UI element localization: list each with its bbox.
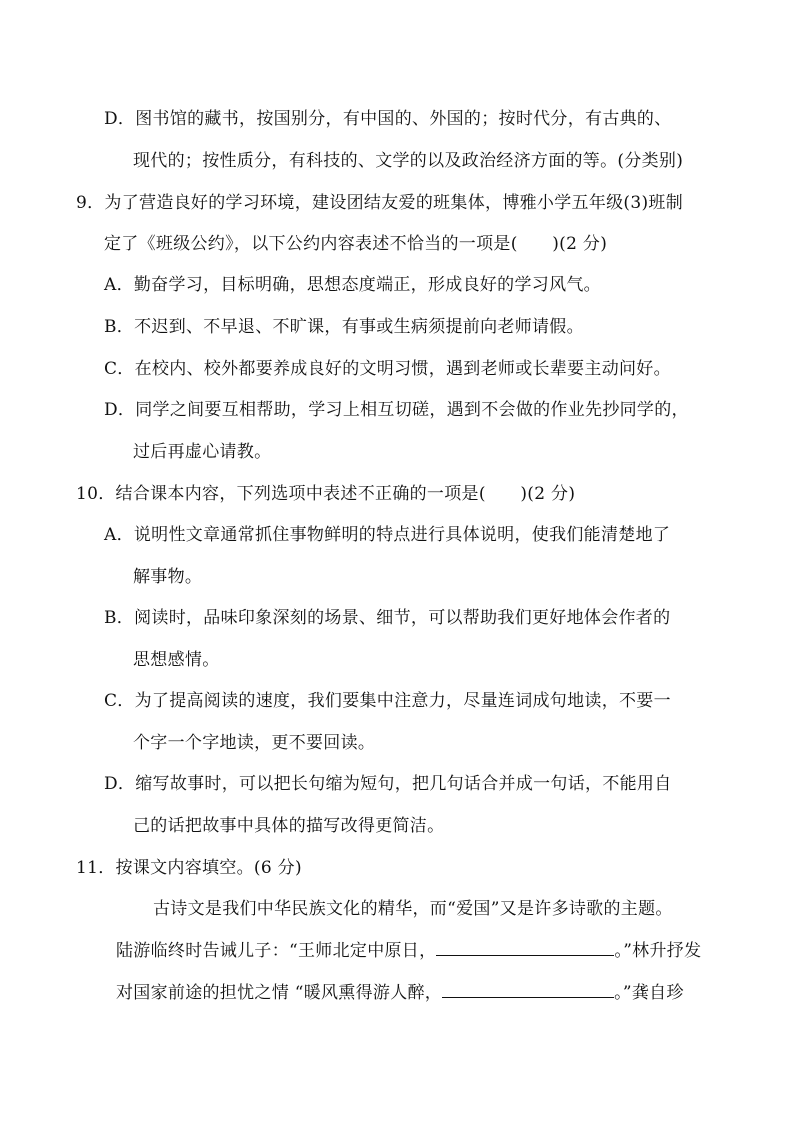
q10-option-c-line1: C．为了提高阅读的速度，我们要集中注意力，尽量连词成句地读，不要一 [104, 691, 671, 711]
fill-blank-2[interactable] [442, 981, 614, 998]
q11-line2-before-blank: 陆游临终时告诫儿子：“王师北定中原日， [116, 941, 437, 961]
q10-option-a-line1: A．说明性文章通常抓住事物鲜明的特点进行具体说明，使我们能清楚地了 [104, 525, 671, 545]
q10-option-b-line2: 思想感情。 [133, 650, 220, 670]
q10-option-d-line2: 己的话把故事中具体的描写改得更简洁。 [133, 816, 445, 836]
q10-option-c-line2: 个字一个字地读，更不要回读。 [133, 733, 376, 753]
q10-option-d-line1: D．缩写故事时，可以把长句缩为短句，把几句话合并成一句话，不能用自 [104, 774, 672, 794]
q9-option-c: C．在校内、校外都要养成良好的文明习惯，遇到老师或长辈要主动问好。 [104, 359, 671, 379]
q9-option-d-line2: 过后再虚心请教。 [133, 442, 272, 462]
q9-stem-line1: 9．为了营造良好的学习环境，建设团结友爱的班集体，博雅小学五年级(3)班制 [76, 193, 683, 213]
q11-paragraph-line2 [116, 939, 701, 963]
q11-stem: 11．按课文内容填空。(6 分) [76, 858, 302, 878]
q9-option-a: A．勤奋学习，目标明确，思想态度端正，形成良好的学习风气。 [104, 275, 601, 295]
q11-paragraph-line1: 古诗文是我们中华民族文化的精华，而“爱国”又是许多诗歌的主题。 [153, 899, 673, 919]
q8-option-d-line1: D．图书馆的藏书，按国别分，有中国的、外国的；按时代分，有古典的、 [104, 109, 672, 129]
q11-paragraph-line3 [116, 981, 684, 1005]
q11-line3-after-blank: 。”龚自珍 [614, 983, 684, 1003]
q9-option-b: B．不迟到、不早退、不旷课，有事或生病须提前向老师请假。 [104, 317, 584, 337]
q9-stem-line2: 定了《班级公约》，以下公约内容表述不恰当的一项是( )(2 分) [104, 234, 608, 254]
q10-option-a-line2: 解事物。 [133, 567, 203, 587]
q10-stem: 10．结合课本内容，下列选项中表述不正确的一项是( )(2 分) [76, 484, 576, 504]
q8-option-d-line2: 现代的；按性质分，有科技的、文学的以及政治经济方面的等。(分类别) [133, 151, 684, 171]
q11-line2-after-blank: 。”林升抒发 [614, 941, 702, 961]
q9-option-d-line1: D．同学之间要互相帮助，学习上相互切磋，遇到不会做的作业先抄同学的， [104, 400, 689, 420]
q11-line3-before-blank: 对国家前途的担忧之情 “暖风熏得游人醉， [116, 983, 443, 1003]
q10-option-b-line1: B．阅读时，品味印象深刻的场景、细节，可以帮助我们更好地体会作者的 [104, 608, 671, 628]
fill-blank-1[interactable] [436, 939, 614, 956]
